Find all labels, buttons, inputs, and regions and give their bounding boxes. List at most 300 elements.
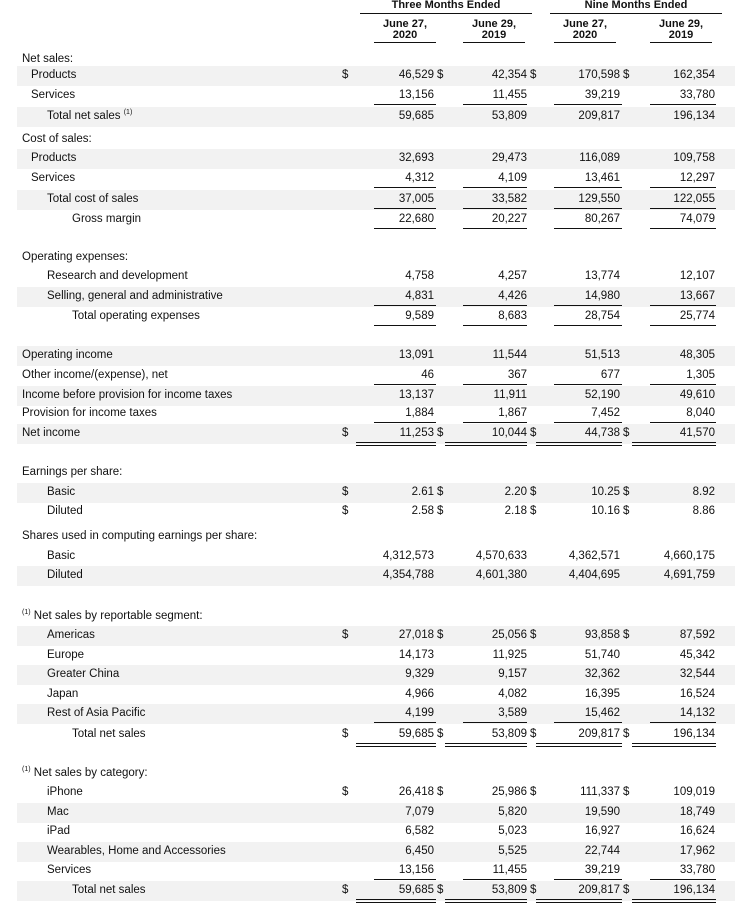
row-label xyxy=(47,629,95,641)
header-nine-months xyxy=(550,0,722,14)
underline-rule xyxy=(632,746,716,747)
underline-rule xyxy=(650,208,716,209)
underline-rule xyxy=(536,743,622,744)
value-cell: 59,685 xyxy=(398,110,434,122)
underline-rule xyxy=(536,445,622,446)
underline-rule xyxy=(356,899,436,900)
value-cell: 209,817 xyxy=(578,110,620,122)
value-cell: 39,219 xyxy=(584,89,620,101)
table-row xyxy=(17,822,735,842)
value-cell: 45,342 xyxy=(679,649,715,661)
row-label xyxy=(47,786,83,798)
value-cell: 4,570,633 xyxy=(475,550,527,562)
row-label-text: Services xyxy=(47,864,92,876)
currency-symbol: $ xyxy=(342,786,349,798)
underline-rule xyxy=(554,422,622,423)
currency-symbol: $ xyxy=(530,427,537,439)
value-cell: 5,023 xyxy=(498,825,527,837)
column-header-4 xyxy=(650,19,712,43)
table-row xyxy=(17,210,735,230)
value-cell: 52,190 xyxy=(584,389,620,401)
row-label xyxy=(47,668,119,680)
value-cell: 16,395 xyxy=(584,688,620,700)
underline-rule xyxy=(650,325,716,326)
currency-symbol: $ xyxy=(437,629,444,641)
underline-rule xyxy=(632,899,716,900)
value-cell: 116,089 xyxy=(579,152,620,164)
underline-rule xyxy=(445,442,527,443)
underline-rule xyxy=(632,743,716,744)
currency-symbol: $ xyxy=(623,505,630,517)
row-label xyxy=(47,550,75,562)
value-cell: 59,685 xyxy=(398,728,434,740)
row-label xyxy=(22,466,122,478)
value-cell: 17,962 xyxy=(679,845,715,857)
underline-rule xyxy=(650,104,716,105)
underline-rule xyxy=(374,422,436,423)
row-label-text: Total operating expenses xyxy=(72,310,200,322)
underline-rule xyxy=(554,722,622,723)
row-label-text: Gross margin xyxy=(72,213,142,225)
value-cell: 4,601,380 xyxy=(475,569,527,581)
underline-rule xyxy=(554,879,622,880)
value-cell: 196,134 xyxy=(673,884,715,896)
row-label xyxy=(22,407,157,419)
value-cell: 209,817 xyxy=(578,884,620,896)
value-cell: 677 xyxy=(600,369,620,381)
value-cell: 53,809 xyxy=(491,884,527,896)
row-label xyxy=(22,427,80,439)
currency-symbol: $ xyxy=(342,69,349,81)
row-label-text: Basic xyxy=(47,486,76,498)
table-row xyxy=(17,685,735,705)
underline-rule xyxy=(650,384,716,385)
table-row xyxy=(17,626,735,646)
row-label xyxy=(47,707,145,719)
row-label-text: Provision for income taxes xyxy=(22,407,157,419)
underline-rule xyxy=(463,422,527,423)
table-row xyxy=(17,861,735,881)
currency-symbol: $ xyxy=(342,505,349,517)
value-cell: 209,817 xyxy=(578,728,620,740)
underline-rule xyxy=(554,228,622,229)
value-cell: 53,809 xyxy=(491,110,527,122)
value-cell: 129,550 xyxy=(578,193,620,205)
table-row xyxy=(17,566,735,586)
column-header-1-line2: 2020 xyxy=(392,29,418,41)
value-cell: 9,329 xyxy=(405,668,434,680)
underline-rule xyxy=(374,104,436,105)
value-cell: 367 xyxy=(507,369,527,381)
value-cell: 42,354 xyxy=(491,69,527,81)
currency-symbol: $ xyxy=(342,629,349,641)
value-cell: 4,660,175 xyxy=(663,550,715,562)
underline-rule xyxy=(463,305,527,306)
currency-symbol: $ xyxy=(623,629,630,641)
value-cell: 162,354 xyxy=(673,69,715,81)
row-label-text: Greater China xyxy=(47,668,120,680)
value-cell: 4,362,571 xyxy=(568,550,620,562)
underline-rule xyxy=(374,384,436,385)
table-row xyxy=(17,267,735,287)
row-label xyxy=(22,530,257,542)
table-row xyxy=(17,107,735,127)
row-label xyxy=(47,688,78,700)
value-cell: 22,680 xyxy=(398,213,434,225)
value-cell: 7,452 xyxy=(591,407,620,419)
row-label xyxy=(47,110,132,122)
row-label-text: iPhone xyxy=(47,786,83,798)
table-row xyxy=(17,386,735,406)
table-row xyxy=(17,607,735,627)
value-cell: 16,624 xyxy=(679,825,715,837)
value-cell: 51,513 xyxy=(584,349,620,361)
value-cell: 8,040 xyxy=(686,407,715,419)
value-cell: 5,820 xyxy=(498,806,527,818)
table-row xyxy=(17,346,735,366)
row-label-text: Net sales: xyxy=(22,53,74,65)
row-label-text: Diluted xyxy=(47,505,83,517)
value-cell: 3,589 xyxy=(498,707,527,719)
underline-rule xyxy=(463,187,527,188)
currency-symbol: $ xyxy=(530,486,537,498)
value-cell: 11,925 xyxy=(492,649,527,661)
value-cell: 13,156 xyxy=(398,89,434,101)
row-label-text: Products xyxy=(31,152,77,164)
value-cell: 11,455 xyxy=(492,89,527,101)
underline-rule xyxy=(554,208,622,209)
table-row xyxy=(17,502,735,522)
value-cell: 29,473 xyxy=(491,152,527,164)
table-row xyxy=(17,881,735,901)
value-cell: 14,132 xyxy=(679,707,715,719)
row-label-text: Rest of Asia Pacific xyxy=(47,707,146,719)
value-cell: 109,758 xyxy=(673,152,715,164)
row-label-text: Total net sales xyxy=(72,884,146,896)
value-cell: 11,455 xyxy=(492,864,527,876)
footnote-marker: (1) xyxy=(22,609,31,617)
value-cell: 10,044 xyxy=(491,427,527,439)
row-label xyxy=(47,193,138,205)
underline-rule xyxy=(650,305,716,306)
column-header-4-line2: 2019 xyxy=(668,29,694,41)
row-label-text: Cost of sales: xyxy=(22,133,92,145)
underline-rule xyxy=(356,902,436,903)
currency-symbol: $ xyxy=(623,486,630,498)
value-cell: 4,758 xyxy=(405,270,434,282)
value-cell: 13,667 xyxy=(679,290,715,302)
row-label-text: Americas xyxy=(47,629,95,641)
header-nine-months-label: Nine Months Ended xyxy=(584,0,688,11)
value-cell: 53,809 xyxy=(491,728,527,740)
value-cell: 4,109 xyxy=(498,172,527,184)
underline-rule xyxy=(650,187,716,188)
value-cell: 25,056 xyxy=(491,629,527,641)
value-cell: 59,685 xyxy=(398,884,434,896)
row-label-text: Net sales by category: xyxy=(33,767,148,779)
currency-symbol: $ xyxy=(530,69,537,81)
value-cell: 19,590 xyxy=(584,806,620,818)
value-cell: 6,450 xyxy=(405,845,434,857)
underline-rule xyxy=(554,384,622,385)
value-cell: 4,199 xyxy=(405,707,434,719)
underline-rule xyxy=(536,442,622,443)
row-label xyxy=(22,389,232,401)
currency-symbol: $ xyxy=(342,728,349,740)
value-cell: 11,253 xyxy=(399,427,434,439)
underline-rule xyxy=(374,325,436,326)
value-cell: 8,683 xyxy=(498,310,527,322)
row-label-text: Net income xyxy=(22,427,81,439)
row-label-text: Services xyxy=(31,89,76,101)
currency-symbol: $ xyxy=(437,884,444,896)
value-cell: 5,525 xyxy=(498,845,527,857)
underline-rule xyxy=(445,743,527,744)
table-row xyxy=(17,248,735,268)
currency-symbol: $ xyxy=(530,728,537,740)
underline-rule xyxy=(445,445,527,446)
value-cell: 13,091 xyxy=(398,349,434,361)
value-cell: 14,980 xyxy=(584,290,620,302)
underline-rule xyxy=(632,902,716,903)
underline-rule xyxy=(374,208,436,209)
table-row xyxy=(17,483,735,503)
underline-rule xyxy=(463,879,527,880)
table-row xyxy=(17,149,735,169)
table-row xyxy=(17,190,735,210)
value-cell: 9,157 xyxy=(498,668,527,680)
row-label-text: Research and development xyxy=(47,270,188,282)
value-cell: 27,018 xyxy=(398,629,434,641)
underline-rule xyxy=(374,722,436,723)
underline-rule xyxy=(650,879,716,880)
underline-rule xyxy=(374,879,436,880)
value-cell: 122,055 xyxy=(673,193,715,205)
row-label xyxy=(47,845,226,857)
underline-rule xyxy=(374,228,436,229)
value-cell: 2.20 xyxy=(504,486,527,498)
row-label xyxy=(22,610,203,622)
value-cell: 22,744 xyxy=(584,845,620,857)
value-cell: 13,137 xyxy=(398,389,434,401)
underline-rule xyxy=(356,746,436,747)
value-cell: 46,529 xyxy=(398,69,434,81)
underline-rule xyxy=(374,187,436,188)
row-label xyxy=(72,728,146,740)
underline-rule xyxy=(536,902,622,903)
table-row xyxy=(17,169,735,189)
table-row xyxy=(17,404,735,424)
value-cell: 33,780 xyxy=(679,89,715,101)
table-row xyxy=(17,725,735,745)
currency-symbol: $ xyxy=(530,884,537,896)
currency-symbol: $ xyxy=(530,786,537,798)
row-label-text: Total net sales xyxy=(72,728,146,740)
row-label xyxy=(22,349,113,361)
value-cell: 11,911 xyxy=(493,389,527,401)
row-label xyxy=(72,884,146,896)
value-cell: 28,754 xyxy=(584,310,620,322)
value-cell: 6,582 xyxy=(405,825,434,837)
table-row xyxy=(17,547,735,567)
currency-symbol: $ xyxy=(623,728,630,740)
row-label-text: Products xyxy=(31,69,77,81)
underline-rule xyxy=(536,746,622,747)
currency-symbol: $ xyxy=(342,427,349,439)
value-cell: 1,867 xyxy=(498,407,527,419)
value-cell: 8.86 xyxy=(692,505,715,517)
value-cell: 33,582 xyxy=(491,193,527,205)
value-cell: 2.61 xyxy=(411,486,434,498)
underline-rule xyxy=(445,899,527,900)
value-cell: 11,544 xyxy=(492,349,527,361)
currency-symbol: $ xyxy=(437,69,444,81)
value-cell: 2.18 xyxy=(504,505,527,517)
row-label-text: Japan xyxy=(47,688,79,700)
value-cell: 111,337 xyxy=(580,786,620,798)
row-label-text: Operating expenses: xyxy=(22,251,129,263)
row-label-text: Shares used in computing earnings per share: xyxy=(22,530,258,542)
value-cell: 4,426 xyxy=(498,290,527,302)
value-cell: 25,774 xyxy=(679,310,715,322)
value-cell: 4,257 xyxy=(498,270,527,282)
value-cell: 49,610 xyxy=(679,389,715,401)
value-cell: 2.58 xyxy=(411,505,434,517)
value-cell: 26,418 xyxy=(398,786,434,798)
row-label-text: Wearables, Home and Accessories xyxy=(47,845,226,857)
column-header-2-line2: 2019 xyxy=(481,29,507,41)
row-label xyxy=(47,486,75,498)
row-label xyxy=(47,270,188,282)
value-cell: 1,305 xyxy=(686,369,715,381)
column-header-2 xyxy=(463,19,525,43)
column-header-3-line1: June 27, xyxy=(562,18,608,30)
table-row xyxy=(17,66,735,86)
value-cell: 4,312,573 xyxy=(382,550,434,562)
row-label xyxy=(31,172,75,184)
table-row xyxy=(17,287,735,307)
underline-rule xyxy=(554,187,622,188)
value-cell: 170,598 xyxy=(578,69,620,81)
footnote-marker: (1) xyxy=(123,109,133,117)
row-label xyxy=(47,569,83,581)
value-cell: 16,927 xyxy=(584,825,620,837)
row-label-text: Mac xyxy=(47,806,69,818)
underline-rule xyxy=(463,228,527,229)
row-label xyxy=(22,53,73,65)
row-label-text: Basic xyxy=(47,550,76,562)
value-cell: 80,267 xyxy=(584,213,620,225)
value-cell: 20,227 xyxy=(491,213,527,225)
currency-symbol: $ xyxy=(623,427,630,439)
row-label xyxy=(22,767,148,779)
row-label xyxy=(47,806,69,818)
row-label-text: Total net sales xyxy=(47,110,121,122)
row-label xyxy=(22,369,168,381)
underline-rule xyxy=(356,442,436,443)
value-cell: 13,156 xyxy=(398,864,434,876)
table-row xyxy=(17,704,735,724)
value-cell: 18,749 xyxy=(679,806,715,818)
currency-symbol: $ xyxy=(530,505,537,517)
value-cell: 74,079 xyxy=(679,213,715,225)
table-row xyxy=(17,842,735,862)
underline-rule xyxy=(463,722,527,723)
value-cell: 48,305 xyxy=(679,349,715,361)
row-label xyxy=(22,251,128,263)
currency-symbol: $ xyxy=(437,786,444,798)
value-cell: 39,219 xyxy=(584,864,620,876)
value-cell: 13,774 xyxy=(584,270,620,282)
underline-rule xyxy=(632,442,716,443)
table-row xyxy=(17,307,735,327)
underline-rule xyxy=(554,104,622,105)
value-cell: 13,461 xyxy=(584,172,620,184)
value-cell: 32,544 xyxy=(679,668,715,680)
underline-rule xyxy=(632,445,716,446)
value-cell: 109,019 xyxy=(673,786,715,798)
underline-rule xyxy=(463,384,527,385)
footnote-marker: (1) xyxy=(22,766,31,774)
value-cell: 32,362 xyxy=(584,668,620,680)
value-cell: 4,404,695 xyxy=(568,569,620,581)
value-cell: 12,107 xyxy=(679,270,715,282)
underline-rule xyxy=(650,422,716,423)
header-three-months-label: Three Months Ended xyxy=(391,0,501,11)
table-row xyxy=(17,463,735,483)
row-label-text: Income before provision for income taxes xyxy=(22,389,233,401)
currency-symbol: $ xyxy=(437,728,444,740)
value-cell: 14,173 xyxy=(398,649,434,661)
row-label-text: Europe xyxy=(47,649,85,661)
column-header-3 xyxy=(554,19,616,43)
table-row xyxy=(17,665,735,685)
value-cell: 1,884 xyxy=(405,407,434,419)
value-cell: 4,082 xyxy=(498,688,527,700)
row-label-text: Diluted xyxy=(47,569,83,581)
value-cell: 4,966 xyxy=(405,688,434,700)
table-row xyxy=(17,646,735,666)
underline-rule xyxy=(554,325,622,326)
value-cell: 87,592 xyxy=(679,629,715,641)
underline-rule xyxy=(356,743,436,744)
column-header-1-line1: June 27, xyxy=(382,18,428,30)
column-header-3-line2: 2020 xyxy=(572,29,598,41)
underline-rule xyxy=(445,746,527,747)
currency-symbol: $ xyxy=(623,69,630,81)
underline-rule xyxy=(536,899,622,900)
row-label xyxy=(47,649,84,661)
table-row xyxy=(17,86,735,106)
value-cell: 25,986 xyxy=(491,786,527,798)
value-cell: 37,005 xyxy=(398,193,434,205)
row-label-text: Net sales by reportable segment: xyxy=(33,610,203,622)
underline-rule xyxy=(463,208,527,209)
value-cell: 32,693 xyxy=(398,152,434,164)
value-cell: 10.16 xyxy=(591,505,620,517)
currency-symbol: $ xyxy=(342,486,349,498)
value-cell: 33,780 xyxy=(679,864,715,876)
row-label-text: Total cost of sales xyxy=(47,193,139,205)
column-header-1 xyxy=(374,19,436,43)
value-cell: 9,589 xyxy=(405,310,434,322)
table-row xyxy=(17,783,735,803)
currency-symbol: $ xyxy=(623,786,630,798)
row-label-text: Operating income xyxy=(22,349,113,361)
underline-rule xyxy=(445,902,527,903)
value-cell: 51,740 xyxy=(584,649,620,661)
header-three-months xyxy=(360,0,532,14)
